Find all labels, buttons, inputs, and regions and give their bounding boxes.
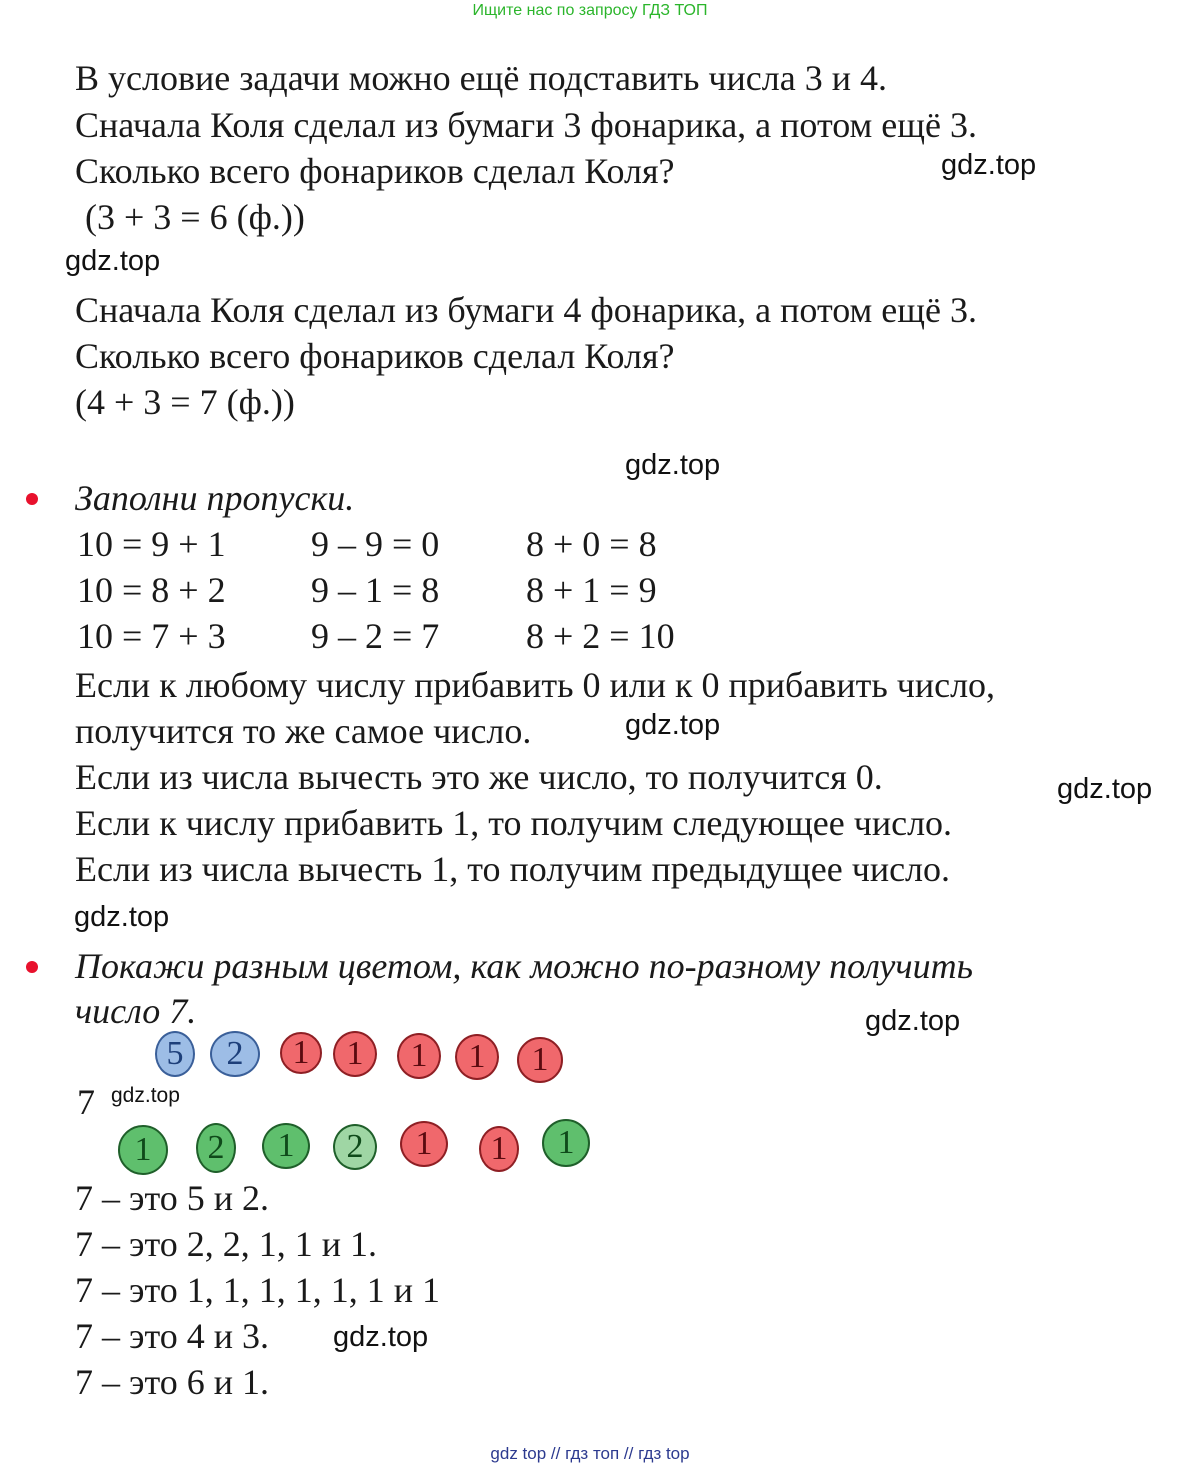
watermark: gdz.top xyxy=(865,1005,961,1037)
answer-line: 7 – это 2, 2, 1, 1 и 1. xyxy=(75,1224,377,1264)
equation: 8 + 1 = 9 xyxy=(526,570,657,610)
equation: 9 – 9 = 0 xyxy=(311,524,440,564)
number-circle: 1 xyxy=(517,1037,563,1083)
number-circle: 1 xyxy=(118,1125,168,1175)
number-circle: 1 xyxy=(400,1121,448,1167)
equation: 10 = 7 + 3 xyxy=(77,616,226,656)
rule-text: Если из числа вычесть это же число, то получится 0. xyxy=(75,757,883,797)
number-circle: 2 xyxy=(196,1123,236,1173)
footer-watermark: gdz top // гдз топ // гдз top xyxy=(490,1444,690,1463)
answer-line: 7 – это 6 и 1. xyxy=(75,1362,269,1402)
equation: 8 + 0 = 8 xyxy=(526,524,657,564)
number-circle: 1 xyxy=(333,1031,377,1077)
bullet-icon xyxy=(26,493,38,505)
number-circle: 5 xyxy=(155,1031,195,1077)
number-circle: 2 xyxy=(333,1124,377,1170)
task-title: Заполни пропуски. xyxy=(75,478,355,518)
text-line: Сначала Коля сделал из бумаги 3 фонарика, а потом ещё 3. xyxy=(75,105,977,145)
text-line: Сначала Коля сделал из бумаги 4 фонарика, а потом ещё 3. xyxy=(75,290,977,330)
watermark: gdz.top xyxy=(1057,773,1153,805)
text-line: В условие задачи можно ещё подставить числа 3 и 4. xyxy=(75,58,887,98)
rule-text: получится то же самое число. xyxy=(75,711,532,751)
rule-text: Если к любому числу прибавить 0 или к 0 прибавить число, xyxy=(75,665,996,705)
equation: 9 – 1 = 8 xyxy=(311,570,440,610)
answer-line: 7 – это 1, 1, 1, 1, 1, 1 и 1 xyxy=(75,1270,440,1310)
equation: 10 = 9 + 1 xyxy=(77,524,226,564)
number-circle: 1 xyxy=(262,1123,310,1169)
number-seven: 7 xyxy=(77,1082,95,1122)
number-circle: 1 xyxy=(397,1033,441,1079)
watermark: gdz.top xyxy=(111,1084,180,1107)
watermark: gdz.top xyxy=(333,1321,429,1353)
number-circle: 1 xyxy=(455,1034,499,1080)
equation: 10 = 8 + 2 xyxy=(77,570,226,610)
answer-line: 7 – это 4 и 3. xyxy=(75,1316,269,1356)
text-line: Сколько всего фонариков сделал Коля? xyxy=(75,336,675,376)
answer-line: 7 – это 5 и 2. xyxy=(75,1178,269,1218)
rule-text: Если из числа вычесть 1, то получим предыдущее число. xyxy=(75,849,951,889)
watermark: gdz.top xyxy=(625,709,721,741)
equation: 8 + 2 = 10 xyxy=(526,616,675,656)
number-circle: 1 xyxy=(479,1126,519,1172)
task-title: Покажи разным цветом, как можно по-разному получить xyxy=(75,946,973,986)
bullet-icon xyxy=(26,961,38,973)
watermark: gdz.top xyxy=(65,245,161,277)
watermark: gdz.top xyxy=(625,449,721,481)
rule-text: Если к числу прибавить 1, то получим следующее число. xyxy=(75,803,953,843)
number-circle: 2 xyxy=(210,1031,260,1077)
equation-line: (3 + 3 = 6 (ф.)) xyxy=(85,197,305,237)
text-line: Сколько всего фонариков сделал Коля? xyxy=(75,151,675,191)
watermark: gdz.top xyxy=(941,149,1037,181)
task-title: число 7. xyxy=(75,991,197,1031)
equation: 9 – 2 = 7 xyxy=(311,616,440,656)
search-hint-banner: Ищите нас по запросу ГДЗ ТОП xyxy=(472,2,708,19)
equation-line: (4 + 3 = 7 (ф.)) xyxy=(75,382,295,422)
watermark: gdz.top xyxy=(74,901,170,933)
number-circle: 1 xyxy=(280,1032,322,1074)
number-circle: 1 xyxy=(542,1119,590,1167)
